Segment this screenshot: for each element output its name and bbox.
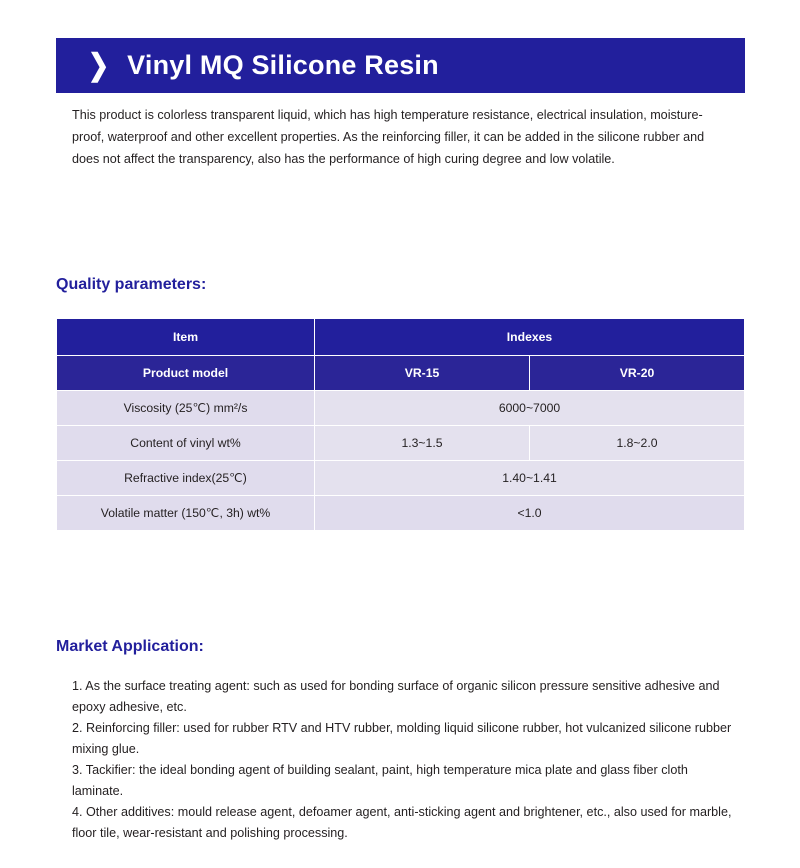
list-item: 3. Tackifier: the ideal bonding agent of building sealant, paint, high temperature mica plate and glass fiber cloth laminate.: [72, 763, 688, 798]
table-subheader-label: Product model: [57, 356, 315, 391]
table-row: [57, 426, 745, 461]
table-row: [57, 461, 745, 496]
list-item: 1. As the surface treating agent: such as used for bonding surface of organic silicon pressure sensitive adhesive and epoxy adhesive, etc.: [72, 679, 720, 714]
list-item: 4. Other additives: mould release agent, defoamer agent, anti-sticking agent and brightener, etc., also used for marble, floor tile, wear-resistant and polishing processing.: [72, 805, 732, 840]
row-label-vinyl-content: Content of vinyl wt%: [57, 426, 315, 461]
table-row: [57, 391, 745, 426]
table-subheader-model-a: VR-15: [315, 356, 530, 391]
table-header-item: Item: [57, 319, 315, 356]
list-item: 2. Reinforcing filler: used for rubber RTV and HTV rubber, molding liquid silicone rubber, hot vulcanized silicone rubber mixing glue.: [72, 721, 732, 756]
header-banner: [56, 38, 745, 93]
row-label-refractive-index: Refractive index(25℃): [57, 461, 315, 496]
row-value-volatile-matter: <1.0: [315, 496, 745, 531]
market-application-heading: Market Application:: [56, 638, 204, 655]
row-value-refractive-index: 1.40~1.41: [315, 461, 745, 496]
row-value-vinyl-content-a: 1.3~1.5: [315, 426, 530, 461]
table-subheader-model-b: VR-20: [530, 356, 745, 391]
row-value-vinyl-content-b: 1.8~2.0: [530, 426, 745, 461]
table-header-indexes: Indexes: [315, 319, 745, 356]
table-row: [57, 496, 745, 531]
table-subheader-row: [57, 356, 745, 391]
page-title: Vinyl MQ Silicone Resin: [127, 50, 439, 80]
chevron-right-icon: ❯: [87, 48, 110, 82]
quality-parameters-table: [56, 318, 745, 531]
quality-parameters-heading: Quality parameters:: [56, 276, 207, 293]
row-label-viscosity: Viscosity (25℃) mm²/s: [57, 391, 315, 426]
table-header-row: [57, 319, 745, 356]
row-value-viscosity: 6000~7000: [315, 391, 745, 426]
market-application-list: [72, 676, 737, 844]
intro-paragraph: This product is colorless transparent liquid, which has high temperature resistance, electrical insulation, moisture-proof, waterproof and other excellent properties. As the reinforcing filler, it can be added in the silicone rubber and does not affect the transparency, also has the performance of high curing degree and low volatile.: [72, 108, 705, 166]
row-label-volatile-matter: Volatile matter (150℃, 3h) wt%: [57, 496, 315, 531]
